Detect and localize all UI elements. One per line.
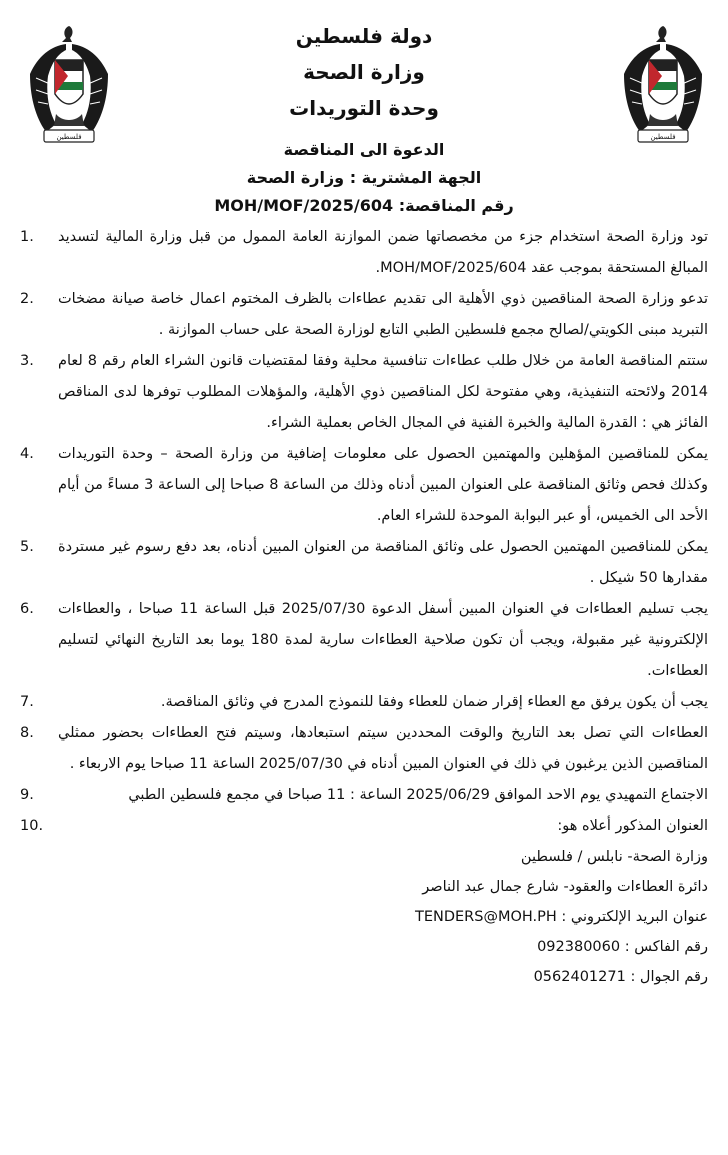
fax-row	[20, 932, 708, 962]
clause-text: الاجتماع التمهيدي يوم الاحد الموافق 2025/06/29 الساعة : 11 صباحا في مجمع فلسطين الطبي	[128, 787, 708, 803]
clause-number: 4.	[20, 446, 34, 462]
clause-number: 5.	[20, 539, 34, 555]
list-item	[20, 718, 708, 780]
clause-number: 2.	[20, 291, 34, 307]
email-label: عنوان البريد الإلكتروني :	[561, 909, 708, 925]
list-item	[20, 687, 708, 718]
list-item	[20, 811, 708, 842]
mobile-row	[20, 962, 708, 992]
letterhead	[20, 18, 708, 126]
clause-text: تود وزارة الصحة استخدام جزء من مخصصاتها ضمن الموازنة العامة الممول من قبل وزارة المالية لتسديد المبالغ المستحقة بموجب عقد MOH/MOF/2025/604.	[58, 229, 708, 276]
clause-number: 7.	[20, 694, 34, 710]
clause-number: 10.	[20, 818, 44, 834]
list-item	[20, 780, 708, 811]
invitation-title: الدعوة الى المناقصة	[283, 140, 445, 159]
clause-text: العطاءات التي تصل بعد التاريخ والوقت المحددين سيتم استبعادها، وسيتم فتح العطاءات بحضور ممثلي المناقصين الذين يرغبون في ذلك في العنوان المبين أدناه في 2025/07/30 الساعة 11 صباحا يوم الاربعاء .	[58, 725, 708, 772]
ministry-name: وزارة الصحة	[303, 60, 425, 84]
buyer-title: الجهة المشترية : وزارة الصحة	[246, 168, 482, 187]
tender-titles	[20, 136, 708, 220]
mobile-label: رقم الجوال :	[630, 969, 708, 985]
palestine-eagle-emblem-right	[620, 18, 706, 150]
state-name: دولة فلسطين	[295, 24, 433, 48]
clause-text: يمكن للمناقصين المهتمين الحصول على وثائق المناقصة من العنوان المبين أدناه، بعد دفع رسوم غير مستردة مقدارها 50 شيكل .	[58, 539, 708, 586]
fax-number: 092380060	[537, 939, 621, 955]
email-row	[20, 902, 708, 932]
tender-number: رقم المناقصة: MOH/MOF/2025/604	[214, 196, 514, 215]
clause-number: 1.	[20, 229, 34, 245]
clause-number: 8.	[20, 725, 34, 741]
fax-label: رقم الفاكس :	[624, 939, 708, 955]
svg-text:فلسطين: فلسطين	[56, 133, 82, 141]
list-item	[20, 594, 708, 687]
list-item	[20, 284, 708, 346]
clause-text: ستتم المناقصة العامة من خلال طلب عطاءات تنافسية محلية وفقا لمقتضيات قانون الشراء العام رقم 8 لعام 2014 ولائحته التنفيذية، وهي مفتوحة لكل المناقصين ذوي الأهلية، والمؤهلات المطلوب توفرها لدى المناقص الفائز هي : القدرة المالية والخبرة الفنية في المجال الخاص بعملية الشراء.	[58, 353, 708, 431]
clause-text: يجب أن يكون يرفق مع العطاء إقرار ضمان للعطاء وفقا للنموذج المدرج في وثائق المناقصة.	[160, 694, 708, 710]
contact-address	[20, 842, 708, 992]
clause-text: تدعو وزارة الصحة المناقصين ذوي الأهلية الى تقديم عطاءات بالظرف المختوم اعمال خاصة صيانة مضخات التبريد مبنى الكويتي/لصالح مجمع فلسطين الطبي التابع لوزارة الصحة على حساب الموازنة .	[58, 291, 708, 338]
address-department: دائرة العطاءات والعقود- شارع جمال عبد الناصر	[422, 879, 708, 895]
tender-clauses	[20, 222, 708, 842]
svg-text:فلسطين: فلسطين	[650, 133, 676, 141]
unit-name: وحدة التوريدات	[289, 96, 439, 120]
clause-text: يمكن للمناقصين المؤهلين والمهتمين الحصول على معلومات إضافية من وزارة الصحة – وحدة التوريدات وكذلك فحص وثائق المناقصة على العنوان المبين أدناه وذلك من الساعة 8 صباحا إلى الساعة 3 مساءً من أيام الأحد الى الخميس، أو عبر البوابة الموحدة للشراء العام.	[58, 446, 709, 524]
clause-text: العنوان المذكور أعلاه هو:	[557, 818, 708, 834]
clause-number: 9.	[20, 787, 34, 803]
list-item	[20, 222, 708, 284]
clause-text: يجب تسليم العطاءات في العنوان المبين أسفل الدعوة 2025/07/30 قبل الساعة 11 صباحا ، والعطاءات الإلكترونية غير مقبولة، ويجب أن تكون صلاحية العطاءات سارية لمدة 180 يوما بعد التاريخ النهائي لتسليم العطاءات.	[58, 601, 709, 679]
clause-number: 6.	[20, 601, 34, 617]
mobile-number: 0562401271	[533, 969, 626, 985]
list-item	[20, 439, 708, 532]
palestine-eagle-emblem-left	[26, 18, 112, 150]
address-location: وزارة الصحة- نابلس / فلسطين	[520, 849, 708, 865]
list-item	[20, 346, 708, 439]
email-link[interactable]: TENDERS@MOH.PH	[414, 909, 557, 925]
clause-number: 3.	[20, 353, 34, 369]
list-item	[20, 532, 708, 594]
